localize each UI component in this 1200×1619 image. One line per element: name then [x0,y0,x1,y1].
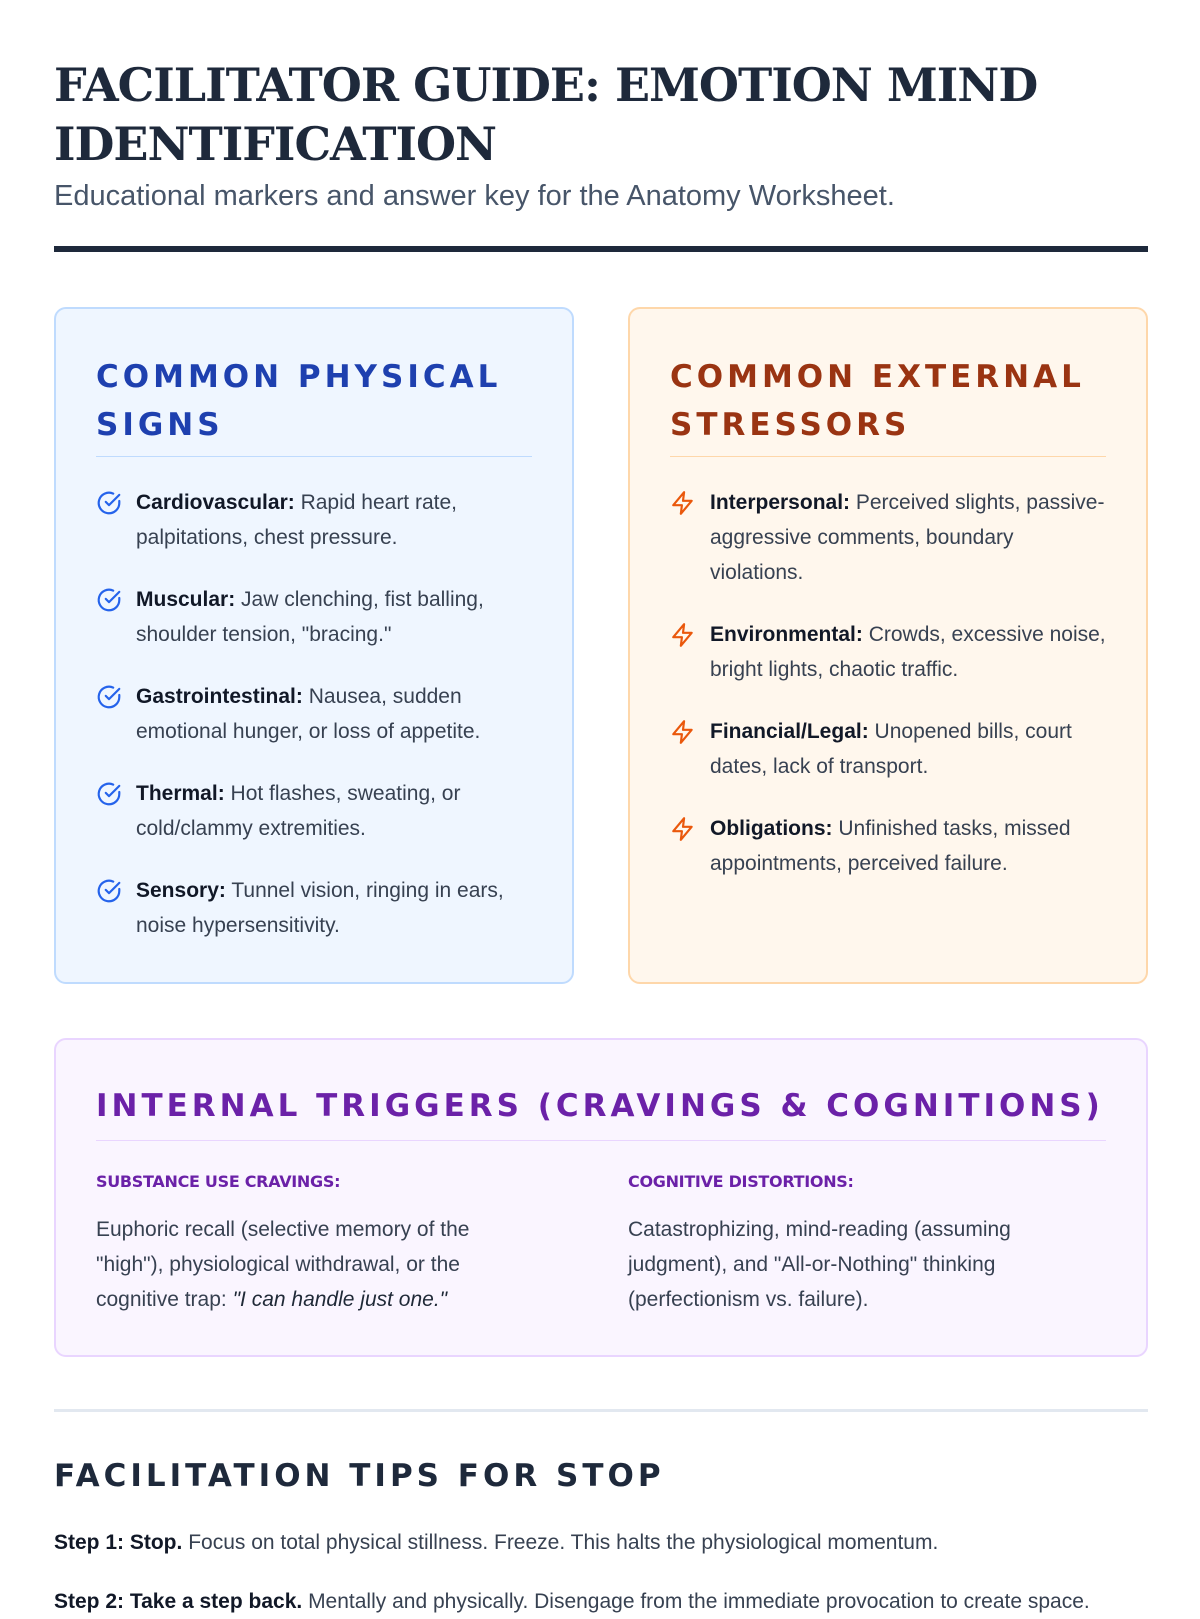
physical-sign-item-text: Nausea, sudden emotional hunger, or loss of appetite. [136,685,481,743]
physical-sign-item-label: Thermal: [136,782,225,805]
check-circle-icon [96,684,122,710]
header-divider [54,246,1148,252]
external-stressors-heading: COMMON EXTERNAL STRESSORS [670,359,1085,443]
external-stressors-card [628,307,1148,984]
external-stressor-item-text: Unopened bills, court dates, lack of transport. [710,720,1072,778]
check-circle-icon [96,587,122,613]
cravings-column [96,1170,536,1317]
lightning-bolt-icon [670,816,696,842]
page-subtitle: Educational markers and answer key for the Anatomy Worksheet. [54,180,895,212]
external-stressor-item-text: Unfinished tasks, missed appointments, perceived failure. [710,817,1071,875]
external-stressor-item [670,811,1106,881]
external-stressor-item-label: Obligations: [710,817,833,840]
check-circle-icon [96,781,122,807]
cravings-text [96,1212,536,1317]
tip-step-2 [54,1584,1148,1619]
physical-sign-item [96,485,532,555]
tips-heading: FACILITATION TIPS FOR STOP [54,1458,665,1494]
external-stressor-item-label: Environmental: [710,623,863,646]
page-title: FACILITATOR GUIDE: EMOTION MIND IDENTIFICATION [54,58,1038,171]
check-circle-icon [96,490,122,516]
physical-signs-card [54,307,574,984]
physical-sign-item-label: Cardiovascular: [136,491,295,514]
physical-signs-list [96,485,532,970]
external-stressor-item-text: Crowds, excessive noise, bright lights, chaotic traffic. [710,623,1106,681]
tip-step-1 [54,1525,1148,1560]
internal-triggers-heading: INTERNAL TRIGGERS (CRAVINGS & COGNITIONS) [96,1088,1104,1124]
lightning-bolt-icon [670,490,696,516]
cravings-description: Euphoric recall (selective memory of the "high"), physiological withdrawal, or the cognitive trap: [96,1218,470,1311]
physical-sign-item-text: Jaw clenching, fist balling, shoulder tension, "bracing." [136,588,484,646]
tip-step-2-label: Step 2: Take a step back. [54,1590,303,1613]
internal-triggers-divider [96,1140,1106,1141]
tip-step-1-text: Focus on total physical stillness. Freeze. This halts the physiological momentum. [188,1531,939,1554]
physical-sign-item-label: Muscular: [136,588,236,611]
physical-sign-item [96,679,532,749]
cravings-label: SUBSTANCE USE CRAVINGS: [96,1172,341,1191]
external-stressor-item-label: Financial/Legal: [710,720,869,743]
physical-sign-item-label: Sensory: [136,879,226,902]
physical-sign-item-text: Hot flashes, sweating, or cold/clammy extremities. [136,782,461,840]
tip-step-1-label: Step 1: Stop. [54,1531,183,1554]
external-stressor-item-text: Perceived slights, passive-aggressive comments, boundary violations. [710,491,1105,584]
physical-signs-heading: COMMON PHYSICAL SIGNS [96,359,502,443]
physical-signs-divider [96,456,532,457]
section-divider [54,1409,1148,1412]
tip-step-2-text: Mentally and physically. Disengage from the immediate provocation to create space. [308,1590,1090,1613]
external-stressors-divider [670,456,1106,457]
distortions-label: COGNITIVE DISTORTIONS: [628,1172,854,1191]
lightning-bolt-icon [670,622,696,648]
physical-sign-item [96,873,532,943]
cravings-quote: "I can handle just one." [232,1288,448,1311]
physical-sign-item-label: Gastrointestinal: [136,685,303,708]
external-stressor-item [670,617,1106,687]
external-stressors-list [670,485,1106,908]
physical-sign-item [96,582,532,652]
external-stressor-item [670,714,1106,784]
check-circle-icon [96,878,122,904]
physical-sign-item-text: Tunnel vision, ringing in ears, noise hypersensitivity. [136,879,504,937]
internal-triggers-card [54,1038,1148,1357]
external-stressor-item-label: Interpersonal: [710,491,851,514]
physical-sign-item-text: Rapid heart rate, palpitations, chest pressure. [136,491,458,549]
physical-sign-item [96,776,532,846]
distortions-text: Catastrophizing, mind-reading (assuming judgment), and "All-or-Nothing" thinking (perfectionism vs. failure). [628,1218,1011,1311]
external-stressor-item [670,485,1106,590]
distortions-column [628,1170,1068,1317]
lightning-bolt-icon [670,719,696,745]
